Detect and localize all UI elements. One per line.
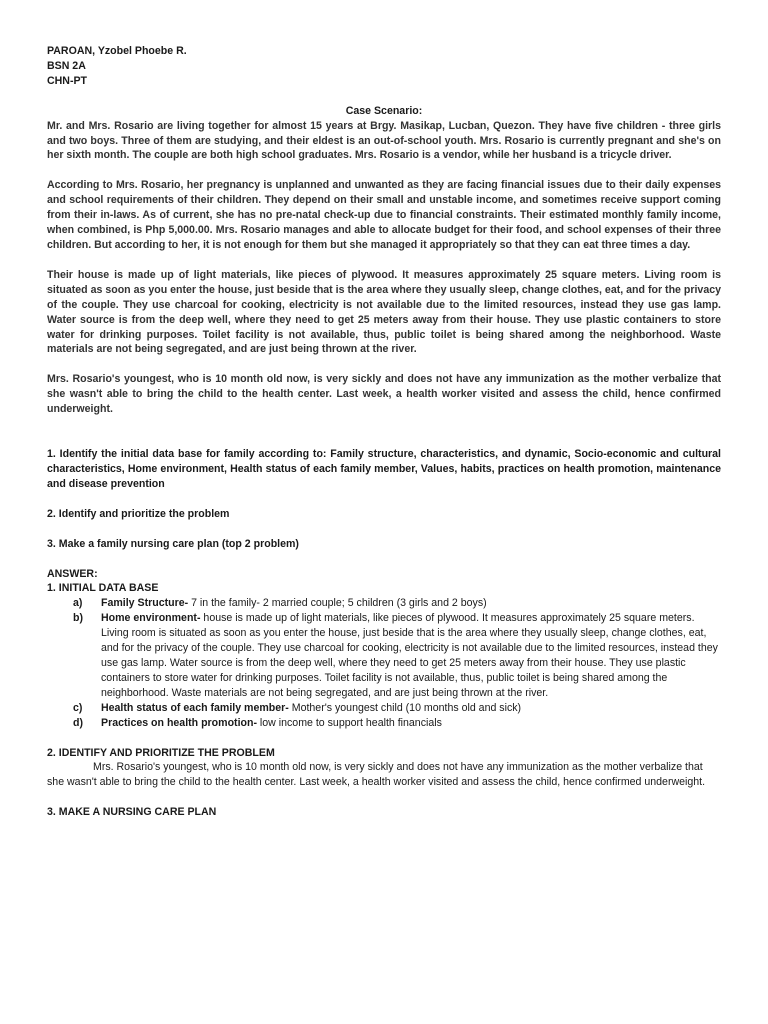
list-item: [47, 596, 721, 611]
student-name: PAROAN, Yzobel Phoebe R.: [47, 45, 187, 57]
document-page: [47, 44, 721, 820]
case-paragraph: Their house is made up of light materials, like pieces of plywood. It measures approximately 25 square meters. Living room is situated as soon as you enter the house, just beside that is the area where they usually sleep, change clothes, eat, and for the privacy of the couple. They use charcoal for cooking, electricity is not available due to the limited resources, instead they use gas lamp. Water source is from the deep well, where they need to get 25 meters away from their house. They use plastic containers to store water for drinking purposes. Toilet facility is not available, thus, public toilet is being shared among the neighborhood. Waste materials are not being segregated, and are just being thrown at the river.: [47, 268, 721, 356]
prioritize-problem-text: Mrs. Rosario's youngest, who is 10 month old now, is very sickly and does not have any immunization as the mother verbalize that she wasn't able to bring the child to the health center. Last week, a health worker visited and assess the child, hence confirmed underweight.: [47, 761, 706, 789]
case-paragraph: Mr. and Mrs. Rosario are living together for almost 15 years at Brgy. Masikap, Lucban, Quezon. They have five children - three girls and two boys. Three of them are studying, and their eldest is an out-of-school youth. Mrs. Rosario is currently pregnant and she's on her sixth month. The couple are both high school graduates. Mrs. Rosario is a vendor, while her husband is a tricycle driver.: [47, 119, 721, 162]
item-text: house is made up of light materials, like pieces of plywood. It measures approximately 25 square meters. Living room is situated as soon as you enter the house, just beside that is the area where they usually sleep, change clothes, eat, and for the privacy of the couple. They use charcoal for cooking, electricity is not available due to the limited resources, instead they use gas lamp. Water source is from the deep well, where they need to get 25 meters away from their house. They use plastic containers to store water for drinking purposes. Toilet facility is not available, thus, public toilet is being shared among the neighborhood. Waste materials are not being segregated, and are just being thrown at the river.: [101, 612, 718, 699]
list-item: [47, 716, 721, 731]
item-term: Health status of each family member-: [101, 701, 289, 714]
list-marker: d): [73, 716, 83, 729]
course-code: CHN-PT: [47, 74, 88, 87]
list-item: [47, 611, 721, 700]
question-2: 2. Identify and prioritize the problem: [47, 507, 230, 520]
list-item: [47, 701, 721, 716]
item-text: 7 in the family- 2 married couple; 5 children (3 girls and 2 boys): [188, 597, 487, 610]
initial-data-base-title: 1. INITIAL DATA BASE: [47, 582, 159, 595]
list-marker: a): [73, 597, 83, 610]
data-base-list: [47, 596, 721, 730]
prioritize-problem-title: 2. IDENTIFY AND PRIORITIZE THE PROBLEM: [47, 746, 275, 759]
nursing-care-plan-title: 3. MAKE A NURSING CARE PLAN: [47, 806, 217, 819]
question-1: 1. Identify the initial data base for family according to: Family structure, characteristics, and dynamic, Socio-economic and cultural characteristics, Home environment, Health status of each family member, Values, habits, practices on health promotion, maintenance and disease prevention: [47, 448, 721, 490]
list-marker: c): [73, 701, 83, 714]
question-3: 3. Make a family nursing care plan (top 2 problem): [47, 537, 299, 550]
item-text: low income to support health financials: [256, 716, 442, 729]
item-term: Practices on health promotion-: [101, 716, 257, 729]
case-paragraph: According to Mrs. Rosario, her pregnancy is unplanned and unwanted as they are facing financial issues due to their daily expenses and school requirements of their children. They depend on their small and unstable income, and sometimes receive support coming from their in-laws. As of current, she has no pre-natal check-up due to financial constraints. Their estimated monthly family income, when combined, is Php 5,000.00. Mrs. Rosario manages and able to allocate budget for their food, and school expenses of their three children. But according to her, it is not enough for them but she managed it appropriately so that they can eat three times a day.: [47, 179, 721, 251]
item-text: Mother's youngest child (10 months old and sick): [288, 701, 522, 714]
item-term: Family Structure-: [101, 597, 189, 610]
student-section: BSN 2A: [47, 59, 86, 72]
answer-label: ANSWER:: [47, 567, 98, 580]
case-paragraph: Mrs. Rosario's youngest, who is 10 month old now, is very sickly and does not have any immunization as the mother verbalize that she wasn't able to bring the child to the health center. Last week, a health worker visited and assess the child, hence confirmed underweight.: [47, 373, 721, 416]
list-marker: b): [73, 612, 83, 625]
case-scenario-title: Case Scenario:: [345, 104, 423, 117]
item-term: Home environment-: [101, 612, 201, 625]
